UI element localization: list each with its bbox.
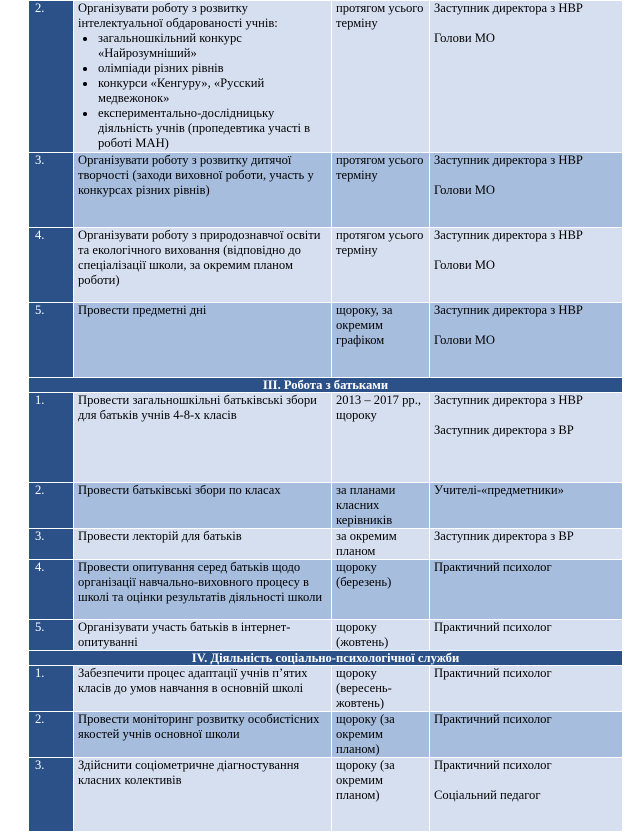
- section-title: ІІІ. Робота з батьками: [29, 378, 623, 393]
- table-row: [29, 712, 623, 758]
- responsible-cell: Практичний психолог: [430, 712, 623, 758]
- row-number: 3.: [29, 529, 74, 560]
- row-number: 4.: [29, 228, 74, 303]
- row-number: 2.: [29, 1, 74, 153]
- responsible-text: Заступник директора з НВР: [434, 153, 583, 167]
- term-cell: 2013 – 2017 рр., щороку: [332, 393, 430, 483]
- list-item: загальношкільний конкурс «Найрозумніший»: [98, 31, 329, 61]
- task-cell: Здійснити соціометричне діагностування класних колективів: [74, 758, 332, 832]
- table-row: [29, 560, 623, 620]
- responsible-cell: [430, 758, 623, 832]
- task-cell: Організувати роботу з природознавчої освіти та екологічного виховання (відповідно до спеціалізації школи, за окремим планом роботи): [74, 228, 332, 303]
- responsible-cell: [430, 1, 623, 153]
- term-cell: за окремим планом: [332, 529, 430, 560]
- row-number: 2.: [29, 712, 74, 758]
- table-row: [29, 620, 623, 651]
- responsible-cell: [430, 153, 623, 228]
- table-row: [29, 529, 623, 560]
- responsible-text: Голови МО: [434, 183, 496, 197]
- task-cell: Провести опитування серед батьків щодо організації навчально-виховного процесу в школі та оцінки результатів діяльності школи: [74, 560, 332, 620]
- responsible-cell: [430, 393, 623, 483]
- responsible-cell: [430, 303, 623, 378]
- row-number: 4.: [29, 560, 74, 620]
- section-title: IV. Діяльність соціально-психологічної служби: [29, 651, 623, 666]
- table-row: [29, 303, 623, 378]
- responsible-text: Голови МО: [434, 258, 496, 272]
- list-item: конкурси «Кенгуру», «Русский медвежонок»: [98, 76, 329, 106]
- task-cell: Провести батьківські збори по класах: [74, 483, 332, 529]
- term-cell: щороку, за окремим графіком: [332, 303, 430, 378]
- document-page: [28, 0, 622, 832]
- term-cell: щороку (за окремим планом): [332, 758, 430, 832]
- table-row: [29, 228, 623, 303]
- task-cell: Провести лекторій для батьків: [74, 529, 332, 560]
- responsible-text: Голови МО: [434, 333, 496, 347]
- responsible-cell: Заступник директора з ВР: [430, 529, 623, 560]
- table-row: [29, 1, 623, 153]
- row-number: 2.: [29, 483, 74, 529]
- term-cell: протягом усього терміну: [332, 1, 430, 153]
- responsible-text: Заступник директора з ВР: [434, 423, 574, 437]
- term-cell: щороку (вересень-жовтень): [332, 666, 430, 712]
- task-cell: [74, 1, 332, 153]
- row-number: 1.: [29, 666, 74, 712]
- responsible-text: Практичний психолог: [434, 758, 552, 772]
- responsible-cell: Практичний психолог: [430, 666, 623, 712]
- responsible-text: Соціальний педагог: [434, 788, 541, 802]
- task-cell: Провести моніторинг розвитку особистісних якостей учнів основної школи: [74, 712, 332, 758]
- section-header-row: [29, 378, 623, 393]
- bullet-list: [78, 31, 329, 151]
- responsible-text: Заступник директора з НВР: [434, 303, 583, 317]
- responsible-text: Голови МО: [434, 31, 496, 45]
- table-row: [29, 483, 623, 529]
- responsible-cell: Практичний психолог: [430, 620, 623, 651]
- term-cell: протягом усього терміну: [332, 228, 430, 303]
- task-cell: Забезпечити процес адаптації учнів п’ятих класів до умов навчання в основній школі: [74, 666, 332, 712]
- task-cell: Провести загальношкільні батьківські збори для батьків учнів 4-8-х класів: [74, 393, 332, 483]
- plan-table: [28, 0, 623, 832]
- list-item: олімпіади різних рівнів: [98, 61, 329, 76]
- responsible-cell: Учителі-«предметники»: [430, 483, 623, 529]
- table-row: [29, 153, 623, 228]
- responsible-cell: [430, 228, 623, 303]
- task-cell: Організувати роботу з розвитку дитячої творчості (заходи виховної роботи, участь у конкурсах різних рівнів): [74, 153, 332, 228]
- row-number: 1.: [29, 393, 74, 483]
- list-item: експериментально-дослідницьку діяльність учнів (пропедевтика участі в роботі МАН): [98, 106, 329, 151]
- responsible-cell: Практичний психолог: [430, 560, 623, 620]
- responsible-text: Заступник директора з НВР: [434, 228, 583, 242]
- table-row: [29, 758, 623, 832]
- row-number: 5.: [29, 620, 74, 651]
- row-number: 3.: [29, 758, 74, 832]
- row-number: 3.: [29, 153, 74, 228]
- task-text: Організувати роботу з розвитку інтелектуальної обдарованості учнів:: [78, 1, 278, 30]
- responsible-text: Заступник директора з НВР: [434, 1, 583, 15]
- section-header-row: [29, 651, 623, 666]
- term-cell: за планами класних керівників: [332, 483, 430, 529]
- term-cell: щороку (за окремим планом): [332, 712, 430, 758]
- task-cell: Провести предметні дні: [74, 303, 332, 378]
- term-cell: щороку (жовтень): [332, 620, 430, 651]
- task-cell: Організувати участь батьків в інтернет-опитуванні: [74, 620, 332, 651]
- term-cell: протягом усього терміну: [332, 153, 430, 228]
- term-cell: щороку (березень): [332, 560, 430, 620]
- table-row: [29, 393, 623, 483]
- row-number: 5.: [29, 303, 74, 378]
- table-row: [29, 666, 623, 712]
- responsible-text: Заступник директора з НВР: [434, 393, 583, 407]
